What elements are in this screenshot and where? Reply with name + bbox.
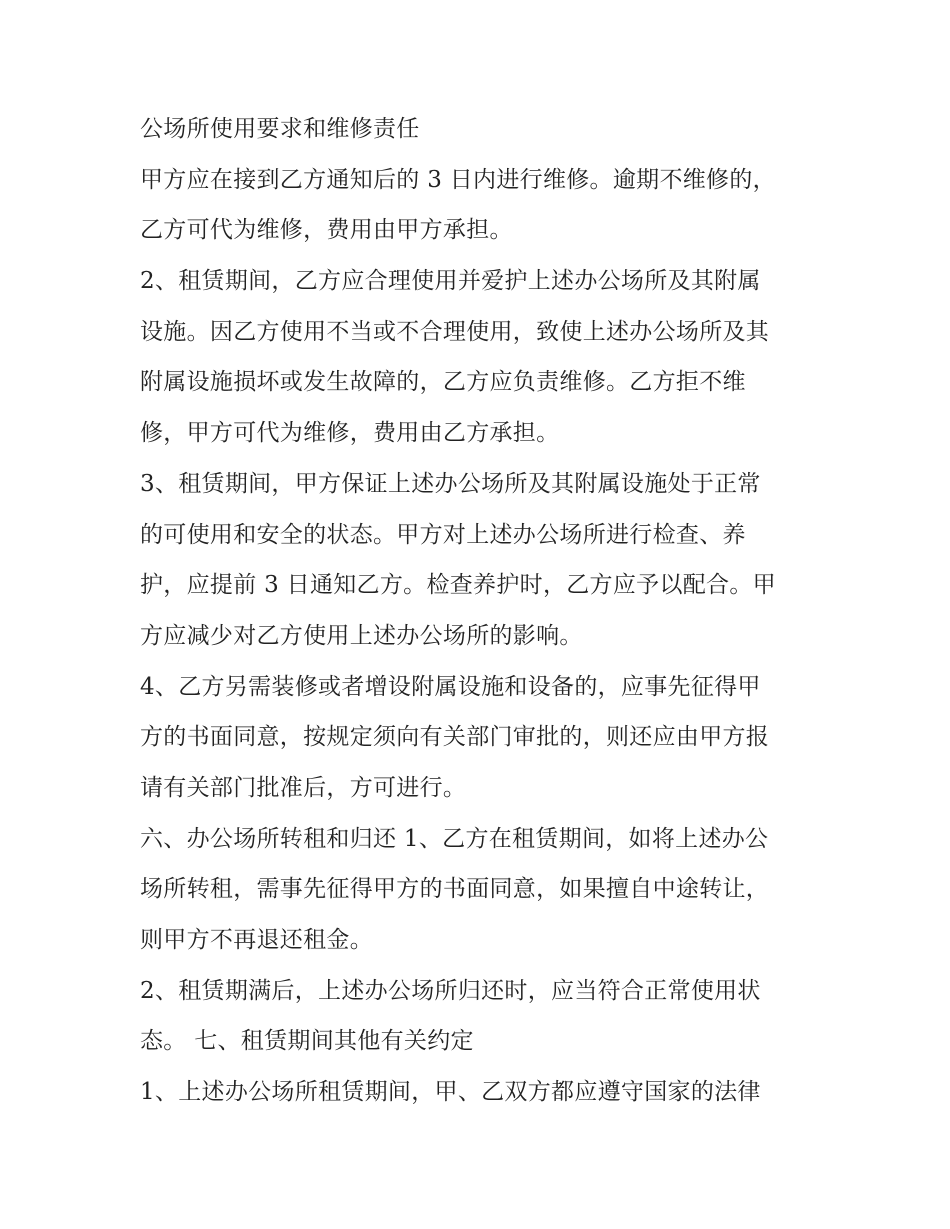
text-line: 六、办公场所转租和归还 1、乙方在租赁期间，如将上述办公 <box>140 825 769 852</box>
text-line: 4、乙方另需装修或者增设附属设施和设备的，应事先征得甲 <box>140 673 761 700</box>
document-body <box>140 104 820 1118</box>
text-line: 则甲方不再退还租金。 <box>140 927 373 953</box>
text-line: 态。 七、租赁期间其他有关约定 <box>140 1028 474 1055</box>
text-line: 方的书面同意，按规定须向有关部门审批的，则还应由甲方报 <box>140 724 770 751</box>
text-line: 甲方应在接到乙方通知后的 3 日内进行维修。逾期不维修的， <box>140 166 776 193</box>
text-line: 2、租赁期间，乙方应合理使用并爱护上述办公场所及其附属 <box>140 268 761 295</box>
text-line: 请有关部门批准后，方可进行。 <box>140 774 467 801</box>
text-line: 设施。因乙方使用不当或不合理使用，致使上述办公场所及其 <box>140 318 770 345</box>
text-line: 修，甲方可代为维修，费用由乙方承担。 <box>140 420 560 447</box>
text-line: 公场所使用要求和维修责任 <box>140 116 420 142</box>
text-line: 的可使用和安全的状态。甲方对上述办公场所进行检查、养 <box>140 521 746 548</box>
text-line: 乙方可代为维修，费用由甲方承担。 <box>140 217 513 244</box>
text-line: 方应减少对乙方使用上述办公场所的影响。 <box>140 622 583 649</box>
text-line: 场所转租，需事先征得甲方的书面同意，如果擅自中途转让， <box>140 876 770 903</box>
text-line: 护，应提前 3 日通知乙方。检查养护时，乙方应予以配合。甲 <box>140 572 776 599</box>
text-line: 附属设施损坏或发生故障的，乙方应负责维修。乙方拒不维 <box>140 369 746 396</box>
text-line: 2、租赁期满后，上述办公场所归还时，应当符合正常使用状 <box>140 977 761 1004</box>
text-line: 3、租赁期间，甲方保证上述办公场所及其附属设施处于正常 <box>140 470 761 497</box>
text-line: 1、上述办公场所租赁期间，甲、乙双方都应遵守国家的法律 <box>140 1079 761 1106</box>
